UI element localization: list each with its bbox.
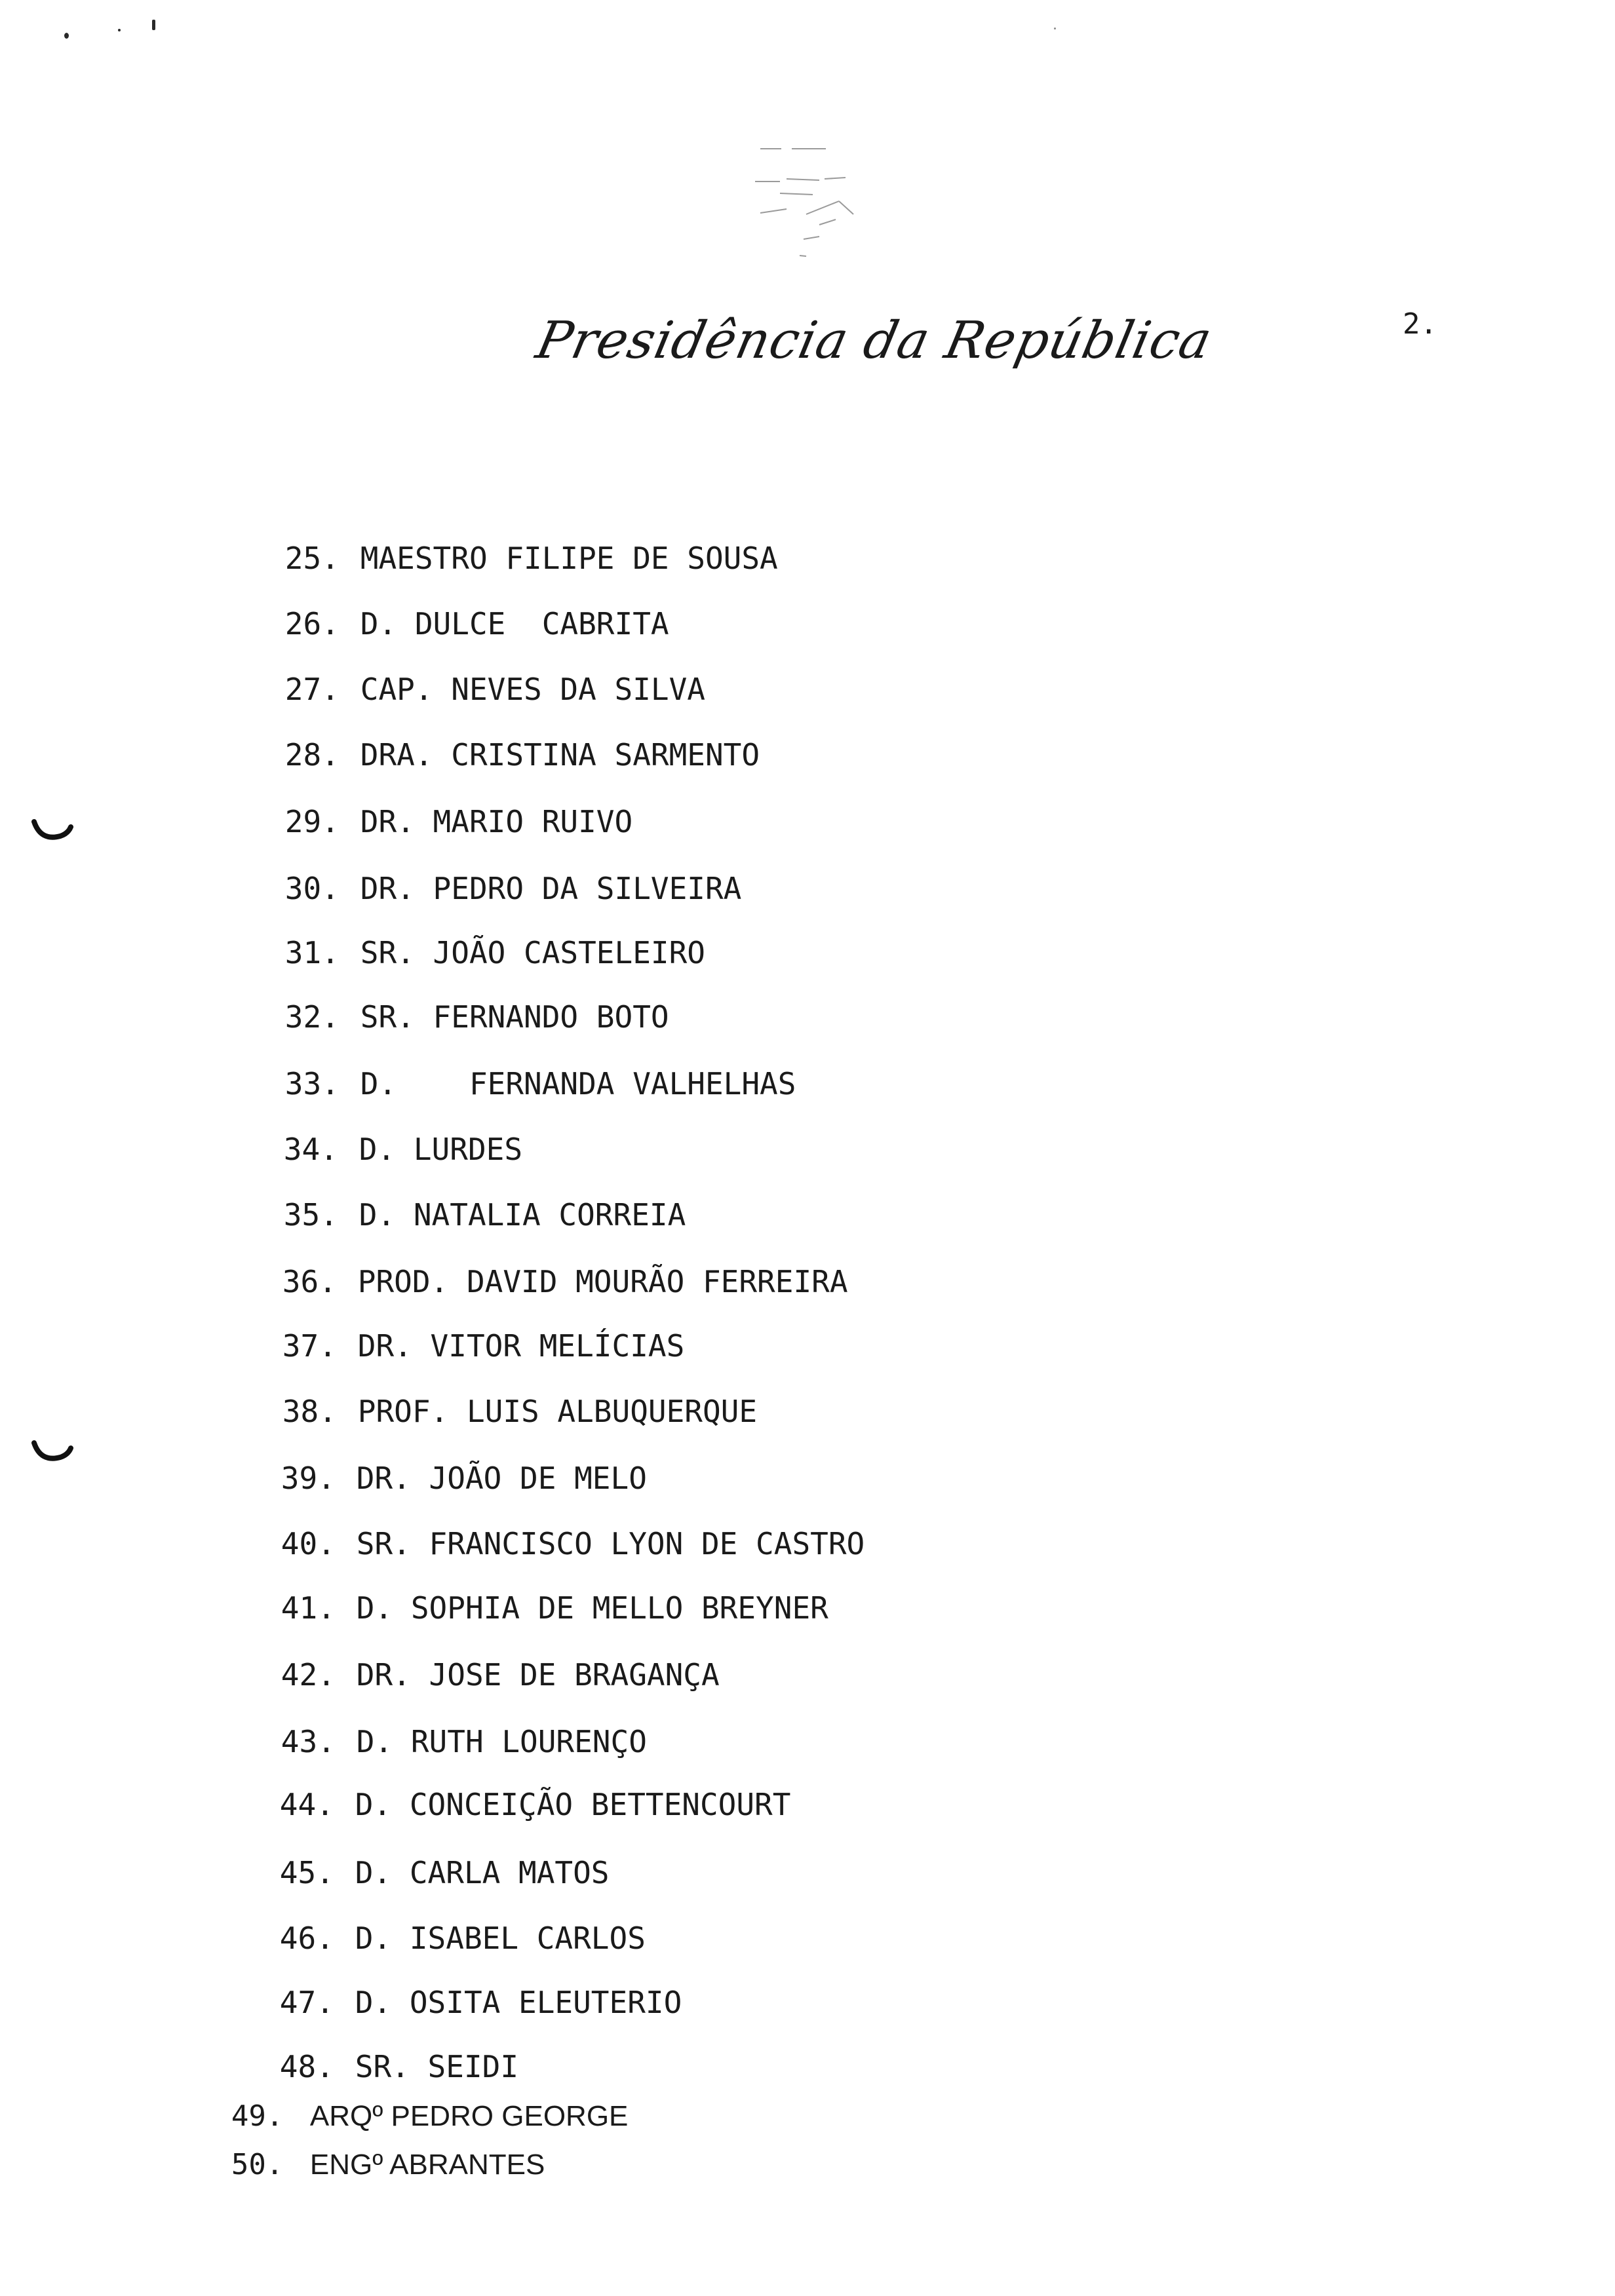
handwritten-check-mark	[31, 818, 73, 844]
list-item	[210, 1287, 685, 1364]
item-number: 33.	[284, 1066, 340, 1101]
scan-speck	[152, 20, 155, 30]
item-number: 27.	[284, 672, 340, 707]
list-item	[207, 1746, 791, 1822]
list-item	[211, 1090, 523, 1167]
list-item	[207, 1879, 646, 1956]
item-name: SR. FERNANDO BOTO	[360, 999, 669, 1035]
scan-speck	[1054, 28, 1056, 29]
list-item	[207, 2008, 519, 2084]
item-name: D. CARLA MATOS	[355, 1855, 610, 1890]
list-item	[210, 1352, 758, 1429]
item-number: 28.	[284, 737, 340, 773]
item-number: 41.	[281, 1590, 336, 1626]
list-item	[212, 830, 742, 906]
page-number: 2.	[1403, 307, 1437, 341]
item-number: 29.	[284, 804, 340, 839]
item-name: D. ISABEL CARLOS	[355, 1921, 646, 1956]
item-number: 39.	[281, 1461, 336, 1496]
item-number: 42.	[281, 1657, 336, 1693]
item-name: D. NATALIA CORREIA	[359, 1197, 686, 1233]
item-name: SR. JOÃO CASTELEIRO	[360, 935, 705, 970]
letterhead-title: Presidência da República	[531, 311, 1218, 370]
item-name: DR. MARIO RUIVO	[360, 804, 633, 839]
item-number: 30.	[284, 871, 340, 906]
list-item	[208, 1485, 865, 1561]
list-item	[208, 1419, 647, 1496]
list-item	[212, 565, 669, 641]
item-name: ARQº PEDRO GEORGE	[309, 2100, 629, 2132]
list-item	[208, 1683, 647, 1759]
list-item	[208, 1616, 720, 1693]
item-name: D. FERNANDA VALHELHAS	[360, 1066, 796, 1101]
item-number: 44.	[279, 1787, 334, 1822]
list-item	[212, 499, 778, 576]
item-name: D. CONCEIÇÃO BETTENCOURT	[355, 1787, 791, 1822]
item-number: 37.	[282, 1328, 337, 1364]
item-number: 36.	[282, 1264, 337, 1299]
list-item	[208, 1549, 828, 1626]
item-name: D. OSITA ELEUTERIO	[355, 1985, 682, 2020]
item-name: PROF. LUIS ALBUQUERQUE	[357, 1394, 758, 1429]
item-number: 34.	[283, 1132, 338, 1167]
list-item	[212, 696, 760, 773]
item-name: PROD. DAVID MOURÃO FERREIRA	[357, 1264, 848, 1299]
item-name: D. DULCE CABRITA	[360, 606, 669, 641]
item-name: D. RUTH LOURENÇO	[356, 1724, 647, 1759]
list-item	[207, 1943, 682, 2020]
item-name: DR. PEDRO DA SILVEIRA	[360, 871, 742, 906]
scan-speck	[64, 33, 69, 39]
item-name: SR. FRANCISCO LYON DE CASTRO	[356, 1526, 865, 1561]
list-item	[212, 894, 705, 970]
list-item	[199, 2057, 629, 2133]
item-name: DR. JOSE DE BRAGANÇA	[356, 1657, 720, 1693]
scan-speck	[118, 29, 121, 31]
item-number: 25.	[284, 541, 340, 576]
item-name: D. LURDES	[359, 1132, 523, 1167]
item-number: 35.	[283, 1197, 338, 1233]
list-item	[211, 1156, 686, 1233]
item-number: 47.	[279, 1985, 334, 2020]
coat-of-arms-emblem	[741, 141, 872, 265]
list-item	[212, 1025, 796, 1101]
item-name: CAP. NEVES DA SILVA	[360, 672, 705, 707]
item-number: 40.	[281, 1526, 336, 1561]
item-name: DR. VITOR MELÍCIAS	[357, 1328, 685, 1364]
list-item	[212, 763, 633, 839]
item-name: ENGº ABRANTES	[309, 2149, 545, 2181]
list-item	[212, 958, 669, 1035]
item-name: MAESTRO FILIPE DE SOUSA	[360, 541, 778, 576]
handwritten-check-mark	[31, 1439, 73, 1465]
item-name: DR. JOÃO DE MELO	[356, 1461, 647, 1496]
list-item	[210, 1223, 848, 1299]
list-item	[212, 630, 705, 707]
item-number: 49.	[231, 2099, 284, 2133]
item-number: 38.	[282, 1394, 337, 1429]
item-name: DRA. CRISTINA SARMENTO	[360, 737, 760, 773]
item-number: 50.	[231, 2148, 284, 2181]
item-name: SR. SEIDI	[355, 2049, 519, 2084]
item-number: 45.	[279, 1855, 334, 1890]
item-number: 43.	[281, 1724, 336, 1759]
item-number: 48.	[279, 2049, 334, 2084]
item-number: 31.	[284, 935, 340, 970]
item-number: 46.	[279, 1921, 334, 1956]
item-number: 26.	[284, 606, 340, 641]
item-number: 32.	[284, 999, 340, 1035]
list-item	[199, 2106, 545, 2181]
item-name: D. SOPHIA DE MELLO BREYNER	[356, 1590, 828, 1626]
list-item	[207, 1814, 610, 1890]
